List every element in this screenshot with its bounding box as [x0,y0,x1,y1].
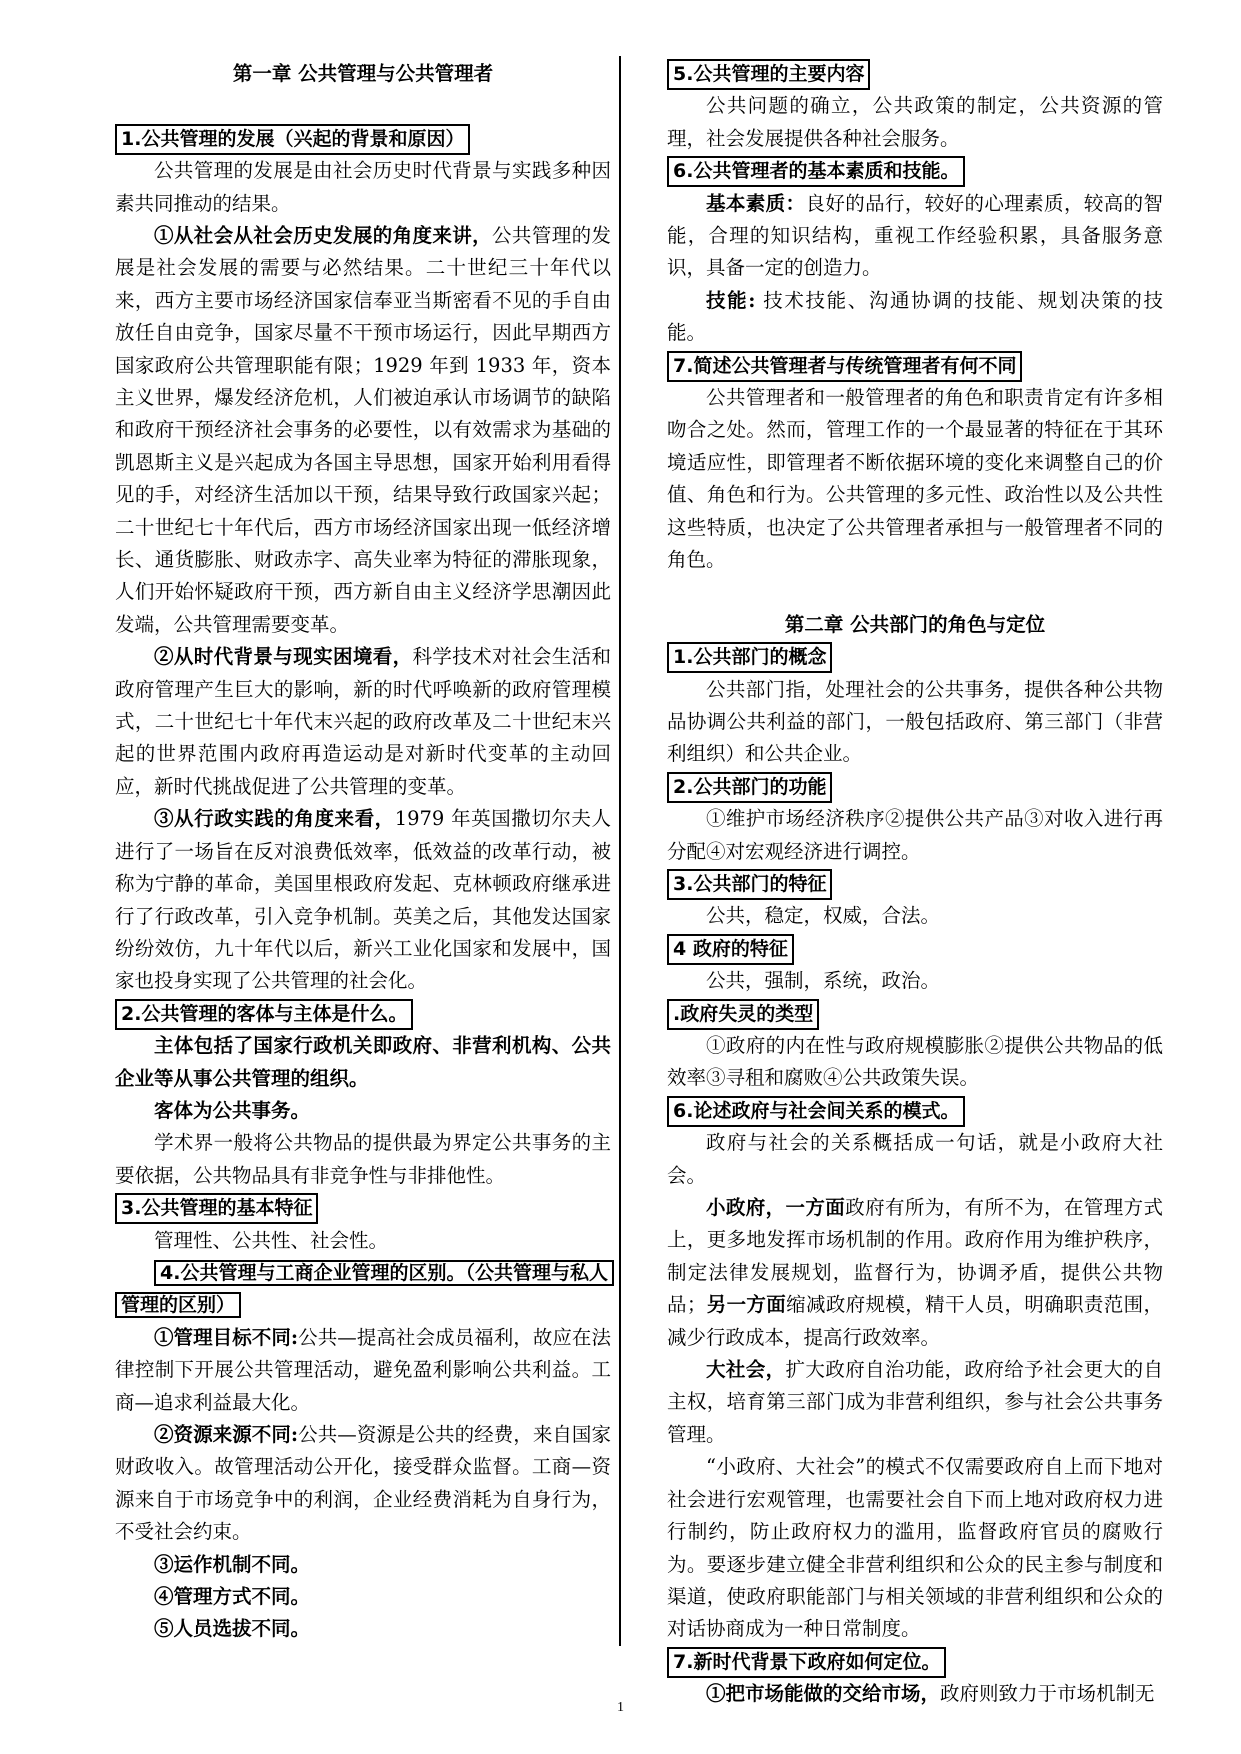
column-divider [619,56,621,1646]
paragraph: 大社会，扩大政府自治功能，政府给予社会更大的自主权，培育第三部门成为非营利组织，参与社会公共事务管理。 [667,1358,1163,1446]
section-heading-2-4: 4 政府的特征 [667,933,1163,965]
paragraph: 小政府，一方面政府有所为，有所不为，在管理方式上，更多地发挥市场机制的作用。政府作用为维护秩序，制定法律发展规划，监督行为，协调矛盾，提供公共物品；另一方面缩减政府规模，精干人员，明确职责范围，减少行政成本，提高行政效率。 [667,1196,1163,1349]
paragraph: 公共管理的发展是由社会历史时代背景与实践多种因素共同推动的结果。 [115,159,611,215]
left-column [115,58,611,1646]
paragraph: ④管理方式不同。 [154,1585,311,1609]
paragraph: 客体为公共事务。 [154,1098,311,1122]
paragraph: ③运作机制不同。 [154,1552,311,1576]
paragraph: 政府与社会的关系概括成一句话，就是小政府大社会。 [667,1131,1163,1187]
right-column [667,58,1163,1711]
section-heading-2-6: 6.论述政府与社会间关系的模式。 [667,1095,1163,1127]
paragraph: ①维护市场经济秩序②提供公共产品③对收入进行再分配④对宏观经济进行调控。 [667,807,1163,863]
section-heading-1-6: 6.公共管理者的基本素质和技能。 [667,155,1163,187]
section-heading-2-5: .政府失灵的类型 [667,998,1163,1030]
paragraph: 主体包括了国家行政机关即政府、非营利机构、公共企业等从事公共管理的组织。 [115,1034,611,1090]
paragraph: 公共管理者和一般管理者的角色和职责肯定有许多相吻合之处。然而，管理工作的一个最显著的特征在于其环境适应性，即管理者不断依据环境的变化来调整自己的价值、角色和行为。公共管理的多元性、政治性以及公共性这些特质，也决定了公共管理者承担与一般管理者不同的角色。 [667,386,1163,572]
chapter-1-title: 第一章 公共管理与公共管理者 [232,62,494,85]
paragraph: ②从时代背景与现实困境看，科学技术对社会生活和政府管理产生巨大的影响，新的时代呼唤新的政府管理模式，二十世纪七十年代末兴起的政府改革及二十世纪末兴起的世界范围内政府再造运动是对新时代变革的主动回应，新时代挑战促进了公共管理的变革。 [115,645,611,798]
paragraph: ①管理目标不同:公共—提高社会成员福利，故应在法律控制下开展公共管理活动，避免盈利影响公共利益。工商—追求利益最大化。 [115,1325,611,1414]
paragraph: 基本素质：良好的品行，较好的心理素质，较高的智能，合理的知识结构，重视工作经验积累，具备服务意识，具备一定的创造力。 [667,191,1163,280]
section-heading-2-1: 1.公共部门的概念 [667,641,1163,673]
chapter-2-title: 第二章 公共部门的角色与定位 [784,612,1046,636]
paragraph: 管理性、公共性、社会性。 [154,1228,389,1252]
section-heading-1-7: 7.简述公共管理者与传统管理者有何不同 [667,350,1163,382]
paragraph: 公共问题的确立，公共政策的制定，公共资源的管理，社会发展提供各种社会服务。 [667,94,1163,150]
paragraph: “小政府、大社会”的模式不仅需要政府自上而下地对社会进行宏观管理，也需要社会自下而上地对政府权力进行制约，防止政府权力的滥用，监督政府官员的腐败行为。要逐步建立健全非营利组织和公众的民主参与制度和渠道，使政府职能部门与相关领域的非营利组织和公众的对话协商成为一种日常制度。 [667,1455,1163,1641]
paragraph: 公共，强制，系统，政治。 [706,969,941,993]
paragraph: ①从社会从社会历史发展的角度来讲，公共管理的发展是社会发展的需要与必然结果。二十世纪三十年代以来，西方主要市场经济国家信奉亚当斯密看不见的手自由放任自由竞争，国家尽量不干预市场运行，因此早期西方国家政府公共管理职能有限；1929 年到 1933 年，资本主义世界，爆发经济危机，人们被迫承认市场调节的缺陷和政府干预经济社会事务的必要性，以有效需求为基础的凯恩斯主义是兴起成为各国主导思想，国家开始利用看得见的手，对经济生活加以干预，结果导致行政国家兴起；二十世纪七十年代后，西方市场经济国家出现一低经济增长、通货膨胀、财政赤字、高失业率为特征的滞胀现象，人们开始怀疑政府干预，西方新自由主义经济学思潮因此发端，公共管理需要变革。 [115,223,611,636]
section-heading-1-5: 5.公共管理的主要内容 [667,58,1163,90]
paragraph: ⑤人员选拔不同。 [154,1617,311,1641]
paragraph: ③从行政实践的角度来看，1979 年英国撒切尔夫人进行了一场旨在反对浪费低效率，低效益的改革行动，被称为宁静的革命，美国里根政府发起、克林顿政府继承进行了行政改革，引入竞争机制。英美之后，其他发达国家纷纷效仿，九十年代以后，新兴工业化国家和发展中，国家也投身实现了公共管理的社会化。 [115,807,611,993]
section-heading-1-3: 3.公共管理的基本特征 [115,1192,611,1224]
paragraph: ①政府的内在性与政府规模膨胀②提供公共物品的低效率③寻租和腐败④公共政策失误。 [667,1034,1163,1090]
section-heading-2-7: 7.新时代背景下政府如何定位。 [667,1646,1163,1678]
paragraph: 技能: 技术技能、沟通协调的技能、规划决策的技能。 [667,288,1163,345]
paragraph: ①把市场能做的交给市场，政府则致力于市场机制无 [706,1682,1155,1706]
section-heading-2-3: 3.公共部门的特征 [667,868,1163,900]
section-heading-1-4: 4.公共管理与工商企业管理的区别。（公共管理与私人管理的区别） [115,1257,611,1322]
page-number: 1 [617,1700,624,1715]
paragraph: ②资源来源不同:公共—资源是公共的经费，来自国家财政收入。故管理活动公开化，接受群众监督。工商—资源来自于市场竞争中的利润，企业经费消耗为自身行为，不受社会约束。 [115,1422,611,1544]
paragraph: 学术界一般将公共物品的提供最为界定公共事务的主要依据，公共物品具有非竞争性与非排他性。 [115,1131,611,1187]
paragraph: 公共，稳定，权威，合法。 [706,904,941,928]
section-heading-1-2: 2.公共管理的客体与主体是什么。 [115,998,611,1030]
section-heading-2-2: 2.公共部门的功能 [667,771,1163,803]
paragraph: 公共部门指，处理社会的公共事务，提供各种公共物品协调公共利益的部门，一般包括政府、第三部门（非营利组织）和公共企业。 [667,677,1163,766]
section-heading-1-1: 1.公共管理的发展（兴起的背景和原因） [115,123,611,155]
